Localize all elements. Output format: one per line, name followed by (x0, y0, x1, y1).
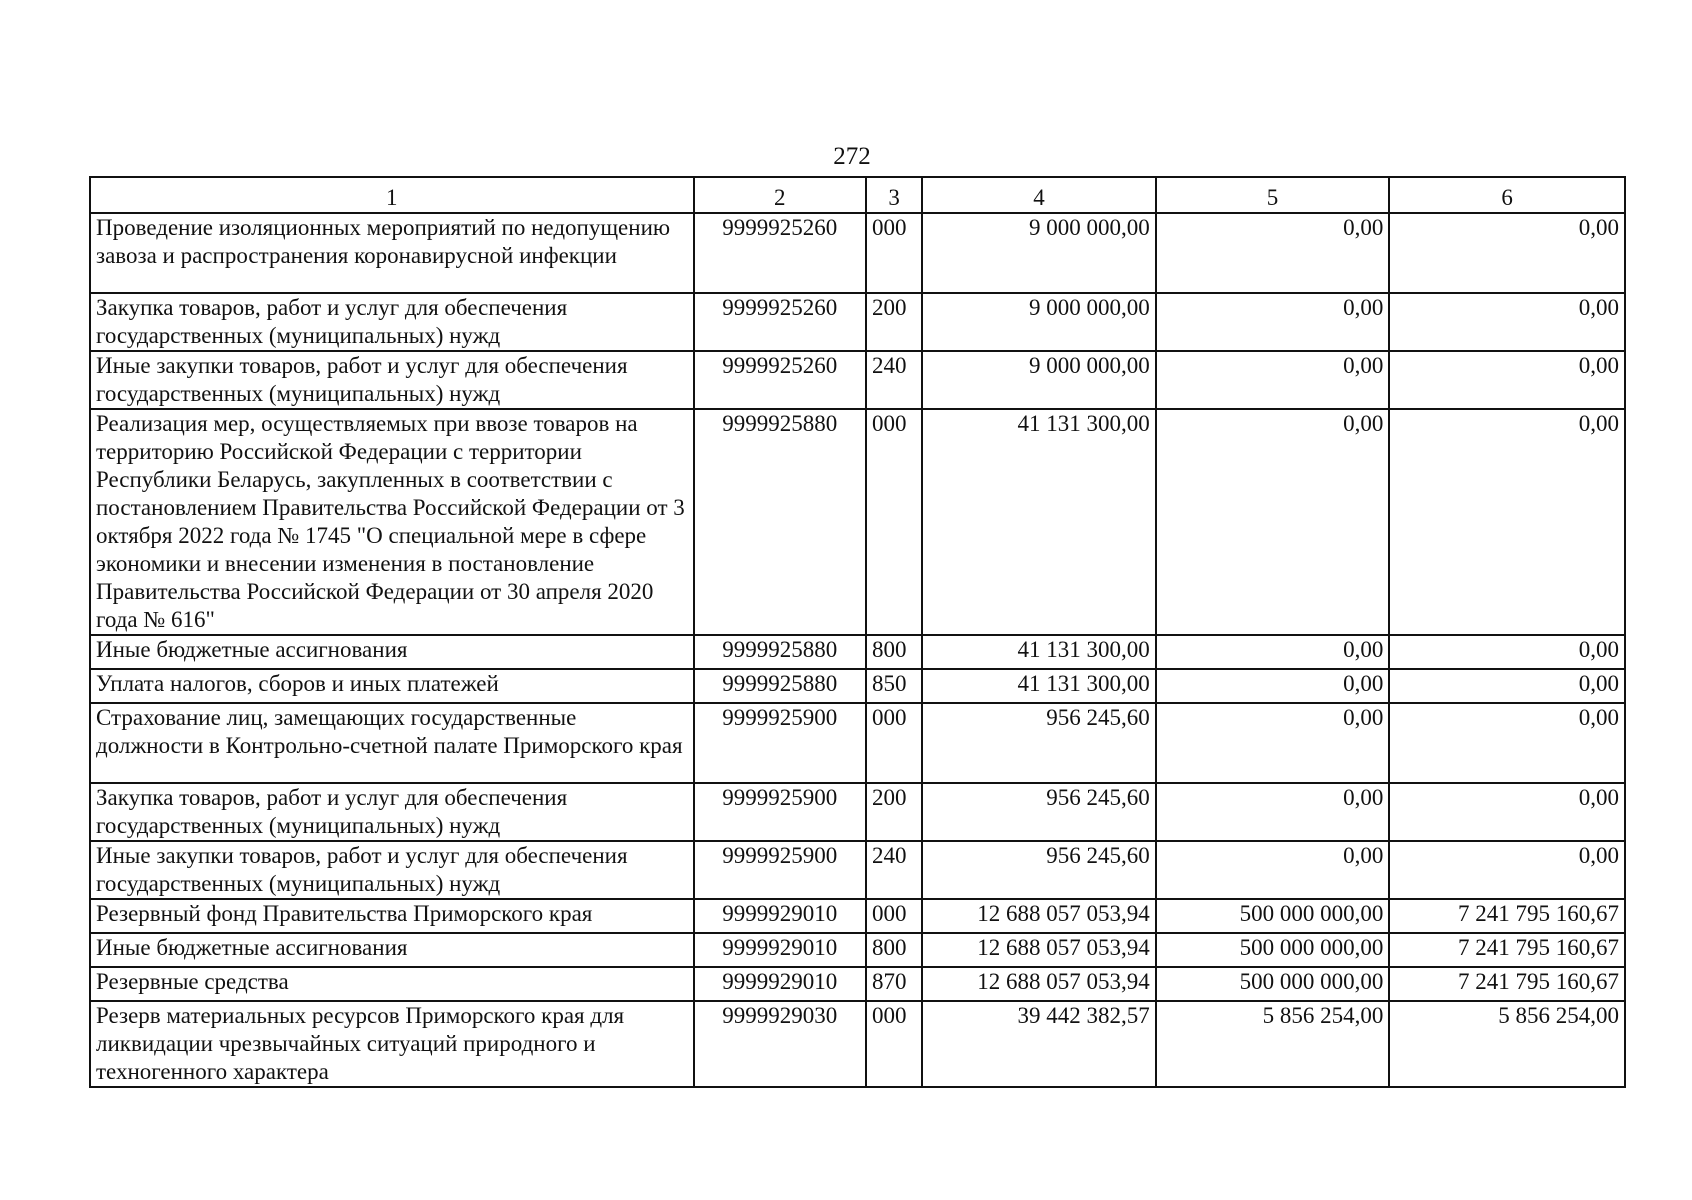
row-amount-col4: 12 688 057 053,94 (922, 933, 1156, 967)
table-row (90, 635, 1625, 669)
row-name: Закупка товаров, работ и услуг для обеспечения государственных (муниципальных) нужд (90, 783, 694, 841)
row-amount-col6: 0,00 (1389, 293, 1625, 351)
row-name: Иные закупки товаров, работ и услуг для обеспечения государственных (муниципальных) нужд (90, 841, 694, 899)
row-name: Закупка товаров, работ и услуг для обеспечения государственных (муниципальных) нужд (90, 293, 694, 351)
row-expense-type: 000 (866, 409, 922, 635)
row-amount-col4: 9 000 000,00 (922, 351, 1156, 409)
row-amount-col5: 0,00 (1156, 669, 1390, 703)
row-amount-col5: 0,00 (1156, 409, 1390, 635)
table-row (90, 1001, 1625, 1087)
row-amount-col4: 41 131 300,00 (922, 409, 1156, 635)
row-amount-col6: 7 241 795 160,67 (1389, 899, 1625, 933)
row-amount-col5: 0,00 (1156, 635, 1390, 669)
header-row (90, 177, 1625, 213)
row-amount-col4: 12 688 057 053,94 (922, 899, 1156, 933)
row-target-code: 9999925260 (694, 351, 866, 409)
row-amount-col4: 41 131 300,00 (922, 635, 1156, 669)
row-amount-col5: 0,00 (1156, 841, 1390, 899)
row-amount-col6: 7 241 795 160,67 (1389, 967, 1625, 1001)
row-expense-type: 240 (866, 351, 922, 409)
header-col-6: 6 (1389, 177, 1625, 213)
row-target-code: 9999925260 (694, 213, 866, 293)
row-amount-col4: 41 131 300,00 (922, 669, 1156, 703)
row-name: Резервный фонд Правительства Приморского края (90, 899, 694, 933)
row-expense-type: 000 (866, 703, 922, 783)
row-target-code: 9999925260 (694, 293, 866, 351)
row-amount-col5: 0,00 (1156, 351, 1390, 409)
row-name: Проведение изоляционных мероприятий по недопущению завоза и распространения коронавирусной инфекции (90, 213, 694, 293)
row-target-code: 9999925880 (694, 635, 866, 669)
row-expense-type: 870 (866, 967, 922, 1001)
row-amount-col6: 5 856 254,00 (1389, 1001, 1625, 1087)
row-amount-col4: 9 000 000,00 (922, 213, 1156, 293)
table-row (90, 213, 1625, 293)
row-amount-col5: 0,00 (1156, 213, 1390, 293)
row-expense-type: 200 (866, 783, 922, 841)
header-col-4: 4 (922, 177, 1156, 213)
row-name: Иные бюджетные ассигнования (90, 933, 694, 967)
row-amount-col6: 0,00 (1389, 213, 1625, 293)
header-col-2: 2 (694, 177, 866, 213)
table-row (90, 967, 1625, 1001)
row-amount-col5: 500 000 000,00 (1156, 933, 1390, 967)
row-target-code: 9999929010 (694, 967, 866, 1001)
row-expense-type: 000 (866, 899, 922, 933)
table-row (90, 783, 1625, 841)
table-row (90, 351, 1625, 409)
row-name: Иные закупки товаров, работ и услуг для обеспечения государственных (муниципальных) нужд (90, 351, 694, 409)
row-amount-col6: 0,00 (1389, 409, 1625, 635)
table-row (90, 409, 1625, 635)
row-target-code: 9999929010 (694, 933, 866, 967)
row-name: Резерв материальных ресурсов Приморского края для ликвидации чрезвычайных ситуаций природного и техногенного характера (90, 1001, 694, 1087)
table-row (90, 703, 1625, 783)
row-expense-type: 850 (866, 669, 922, 703)
row-amount-col6: 0,00 (1389, 669, 1625, 703)
row-name: Уплата налогов, сборов и иных платежей (90, 669, 694, 703)
row-name: Реализация мер, осуществляемых при ввозе товаров на территорию Российской Федерации с территории Республики Беларусь, закупленных в соответствии с постановлением Правительства Российской Федерации от 3 октября 2022 года № 1745 "О специальной мере в сфере экономики и внесении изменения в постановление Правительства Российской Федерации от 30 апреля 2020 года № 616" (90, 409, 694, 635)
row-amount-col4: 956 245,60 (922, 841, 1156, 899)
row-amount-col6: 0,00 (1389, 635, 1625, 669)
row-expense-type: 000 (866, 213, 922, 293)
page-number: 272 (833, 143, 871, 170)
row-expense-type: 000 (866, 1001, 922, 1087)
row-amount-col5: 0,00 (1156, 703, 1390, 783)
row-amount-col5: 0,00 (1156, 783, 1390, 841)
row-name: Резервные средства (90, 967, 694, 1001)
row-amount-col5: 500 000 000,00 (1156, 967, 1390, 1001)
header-col-3: 3 (866, 177, 922, 213)
row-target-code: 9999925900 (694, 703, 866, 783)
row-expense-type: 800 (866, 933, 922, 967)
row-amount-col6: 0,00 (1389, 783, 1625, 841)
row-amount-col4: 956 245,60 (922, 783, 1156, 841)
row-target-code: 9999925880 (694, 409, 866, 635)
row-expense-type: 240 (866, 841, 922, 899)
row-amount-col4: 956 245,60 (922, 703, 1156, 783)
row-target-code: 9999925900 (694, 841, 866, 899)
row-amount-col6: 0,00 (1389, 841, 1625, 899)
row-amount-col5: 5 856 254,00 (1156, 1001, 1390, 1087)
table-row (90, 841, 1625, 899)
row-amount-col6: 0,00 (1389, 351, 1625, 409)
row-amount-col5: 0,00 (1156, 293, 1390, 351)
row-target-code: 9999929010 (694, 899, 866, 933)
row-target-code: 9999925900 (694, 783, 866, 841)
row-amount-col6: 7 241 795 160,67 (1389, 933, 1625, 967)
row-amount-col5: 500 000 000,00 (1156, 899, 1390, 933)
table-row (90, 669, 1625, 703)
table-row (90, 933, 1625, 967)
table-row (90, 293, 1625, 351)
row-expense-type: 200 (866, 293, 922, 351)
row-target-code: 9999925880 (694, 669, 866, 703)
header-col-1: 1 (90, 177, 694, 213)
row-amount-col4: 12 688 057 053,94 (922, 967, 1156, 1001)
row-name: Иные бюджетные ассигнования (90, 635, 694, 669)
budget-table (89, 176, 1626, 1088)
table-row (90, 899, 1625, 933)
row-amount-col4: 39 442 382,57 (922, 1001, 1156, 1087)
row-expense-type: 800 (866, 635, 922, 669)
row-target-code: 9999929030 (694, 1001, 866, 1087)
header-col-5: 5 (1156, 177, 1390, 213)
row-amount-col4: 9 000 000,00 (922, 293, 1156, 351)
row-amount-col6: 0,00 (1389, 703, 1625, 783)
row-name: Страхование лиц, замещающих государственные должности в Контрольно-счетной палате Приморского края (90, 703, 694, 783)
